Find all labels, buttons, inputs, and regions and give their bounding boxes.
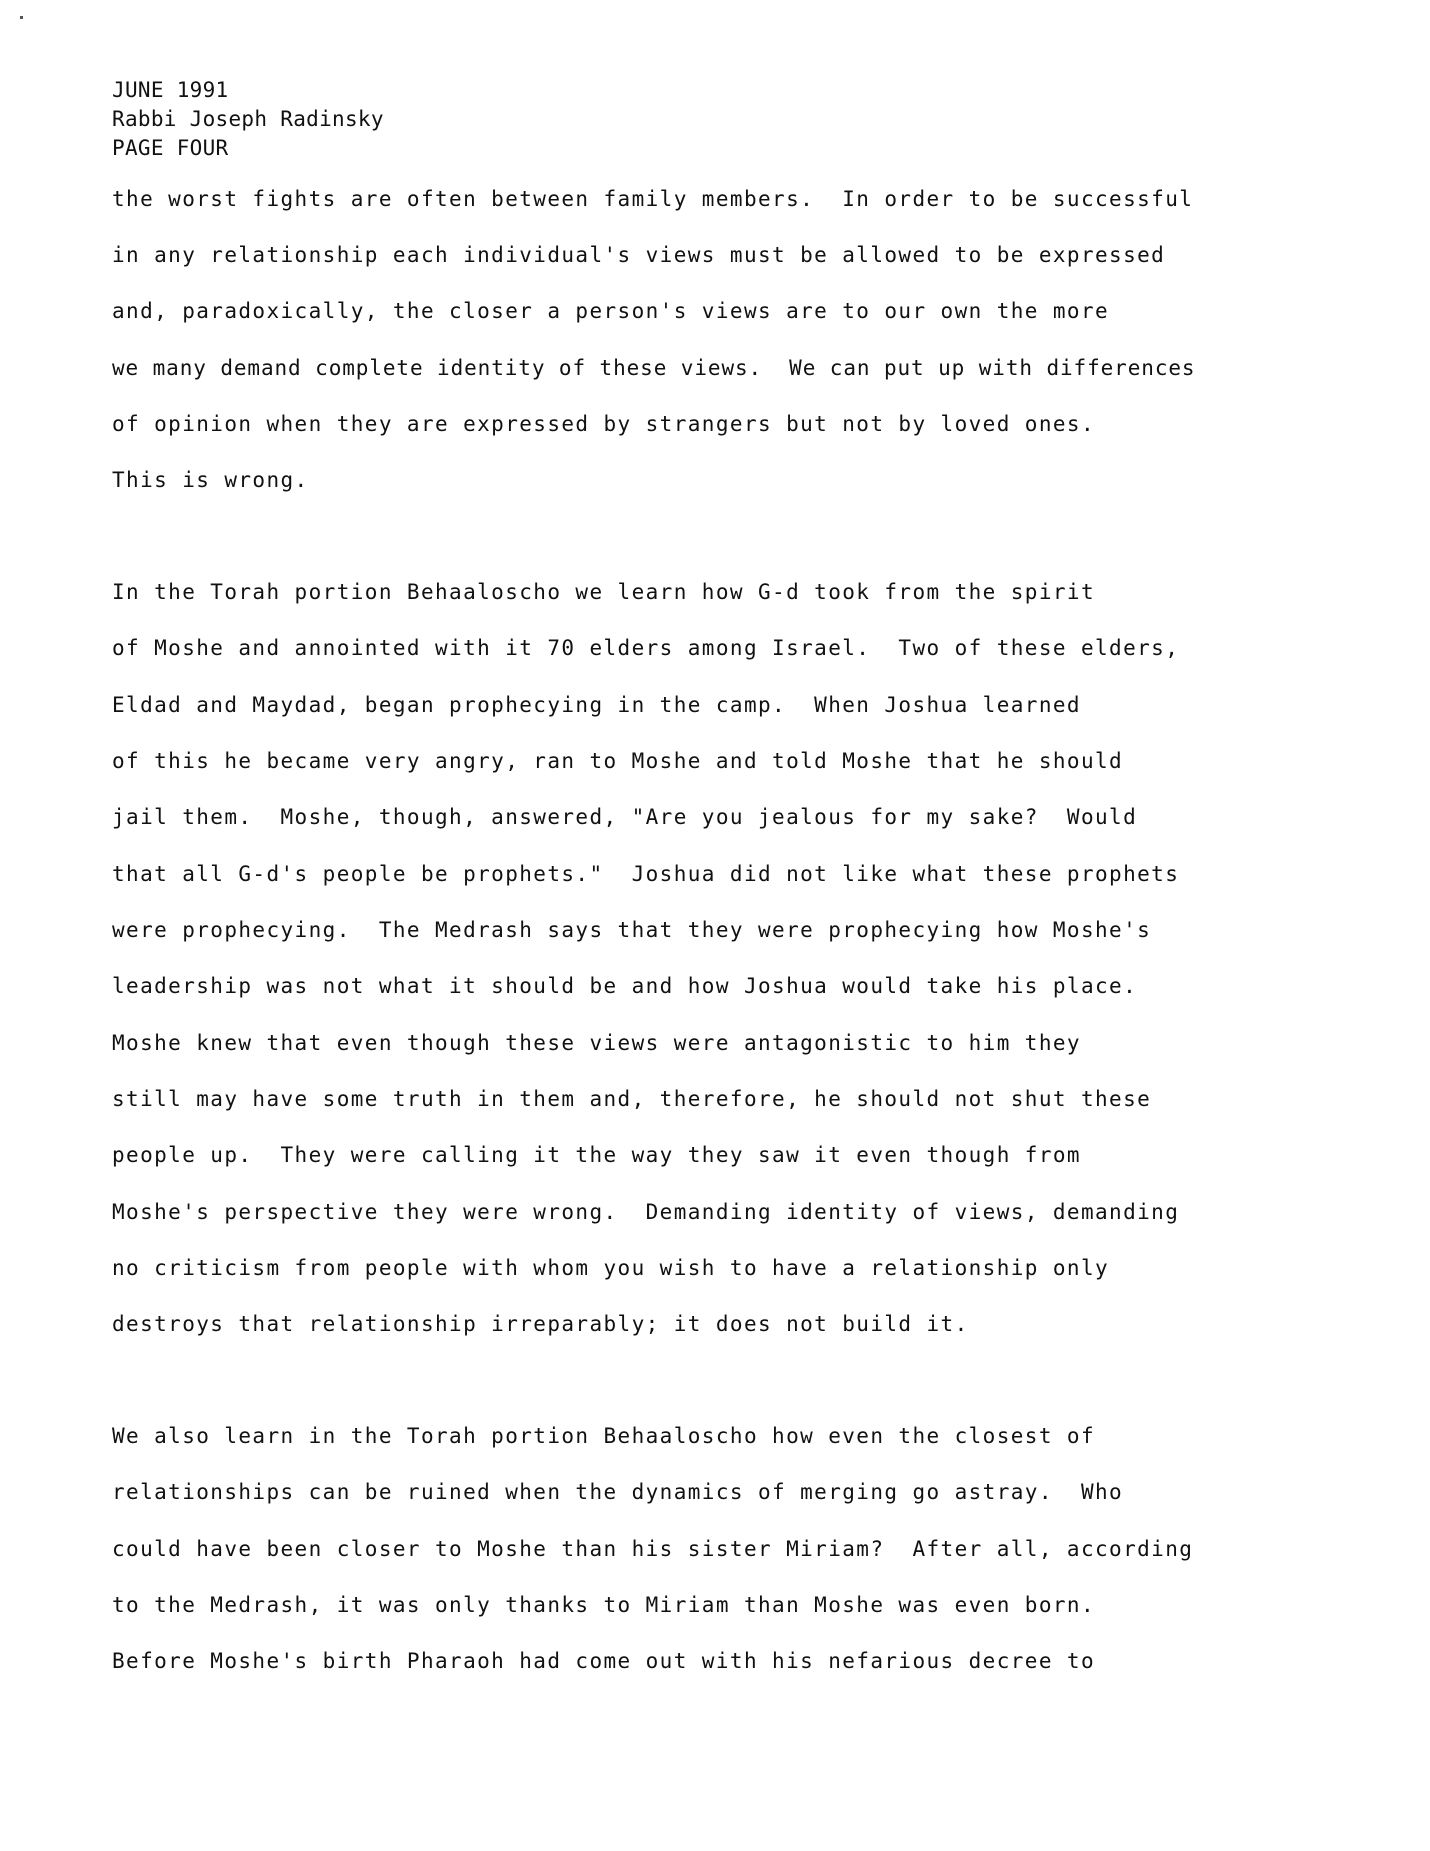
text-line: still may have some truth in them and, therefore, he should not shut these	[112, 1087, 1152, 1111]
text-line: that all G-d's people be prophets." Joshua did not like what these prophets	[112, 862, 1180, 886]
text-line: and, paradoxically, the closer a person's views are to our own the more	[112, 299, 1110, 323]
text-line: Moshe knew that even though these views were antagonistic to him they	[112, 1031, 1081, 1055]
text-line: could have been closer to Moshe than his sister Miriam? After all, according	[112, 1537, 1194, 1561]
text-line: in any relationship each individual's views must be allowed to be expressed	[112, 243, 1166, 267]
text-line: to the Medrash, it was only thanks to Miriam than Moshe was even born.	[112, 1593, 1096, 1617]
text-line: jail them. Moshe, though, answered, "Are you jealous for my sake? Would	[112, 805, 1138, 829]
text-line: were prophecying. The Medrash says that they were prophecying how Moshe's	[112, 918, 1152, 942]
text-line: In the Torah portion Behaaloscho we learn how G-d took from the spirit	[112, 580, 1096, 604]
scan-speck	[20, 16, 23, 19]
text-line: people up. They were calling it the way they saw it even though from	[112, 1143, 1081, 1167]
text-line: Eldad and Maydad, began prophecying in the camp. When Joshua learned	[112, 693, 1081, 717]
header-page-number: PAGE FOUR	[112, 136, 229, 160]
text-line: Moshe's perspective they were wrong. Demanding identity of views, demanding	[112, 1200, 1180, 1224]
text-line: relationships can be ruined when the dynamics of merging go astray. Who	[112, 1480, 1124, 1504]
text-line: of opinion when they are expressed by strangers but not by loved ones.	[112, 412, 1096, 436]
text-line: we many demand complete identity of these views. We can put up with differences	[112, 356, 1196, 380]
header-date: JUNE 1991	[112, 78, 229, 102]
header-author: Rabbi Joseph Radinsky	[112, 107, 384, 131]
text-line: This is wrong.	[112, 468, 309, 492]
text-line: leadership was not what it should be and how Joshua would take his place.	[112, 974, 1138, 998]
text-line: Before Moshe's birth Pharaoh had come out with his nefarious decree to	[112, 1649, 1096, 1673]
text-line: the worst fights are often between family members. In order to be successful	[112, 187, 1194, 211]
document-header	[112, 76, 384, 163]
text-line: We also learn in the Torah portion Behaaloscho how even the closest of	[112, 1424, 1096, 1448]
text-line: no criticism from people with whom you wish to have a relationship only	[112, 1256, 1110, 1280]
text-line: of this he became very angry, ran to Moshe and told Moshe that he should	[112, 749, 1124, 773]
text-line: of Moshe and annointed with it 70 elders among Israel. Two of these elders,	[112, 636, 1180, 660]
text-line: destroys that relationship irreparably; it does not build it.	[112, 1312, 969, 1336]
